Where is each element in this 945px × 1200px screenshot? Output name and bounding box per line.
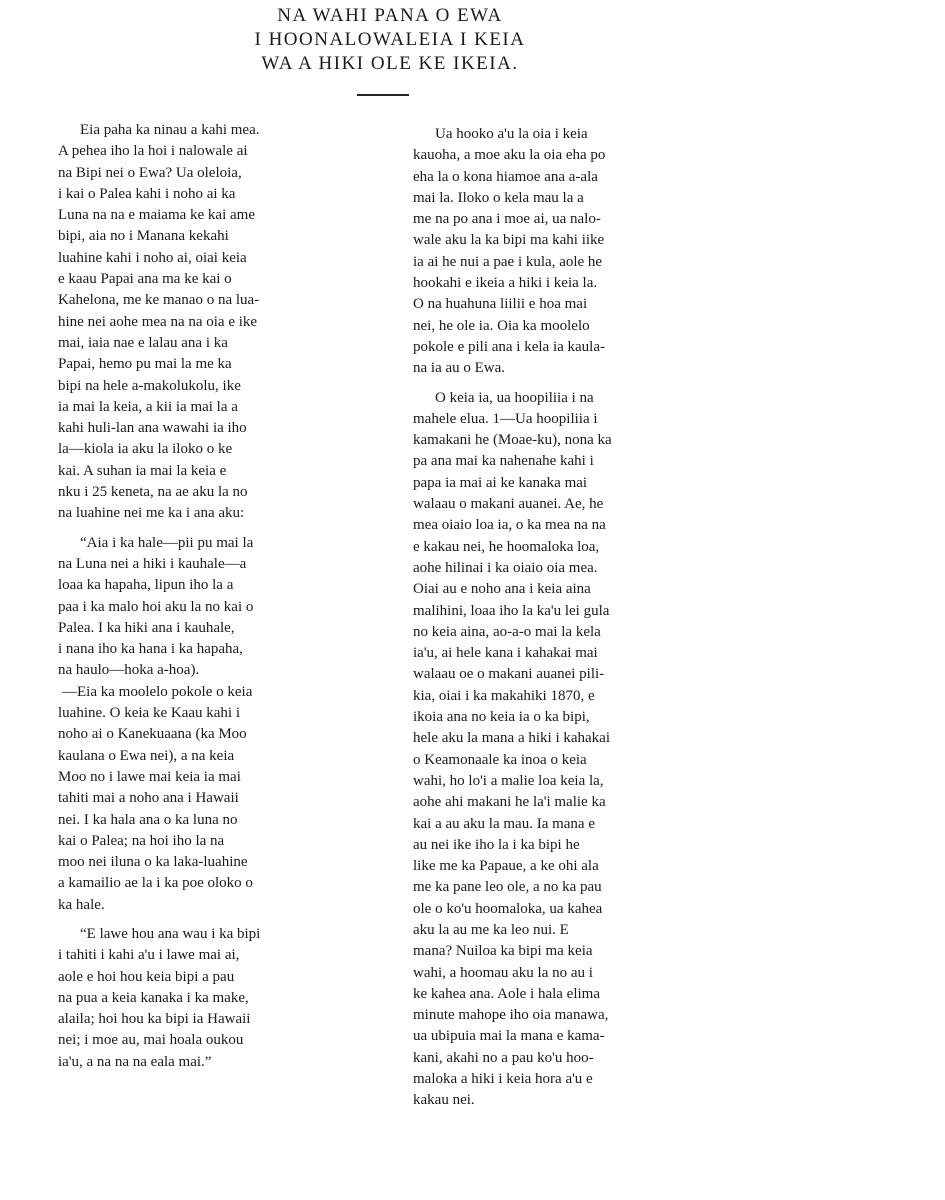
- title-line: NA WAHI PANA O EWA: [277, 5, 503, 26]
- text-line: mea oiaio loa ia, o ka mea na na: [413, 517, 606, 534]
- paragraph-gap: [413, 380, 703, 388]
- text-line: tahiti mai a noho ana i Hawaii: [58, 790, 239, 807]
- text-line: ka hale.: [58, 896, 105, 913]
- text-line: Eia paha ka ninau a kahi mea.: [80, 122, 260, 138]
- text-line: me na po ana i moe ai, ua nalo-: [413, 211, 601, 228]
- text-line: e kakau nei, he hoomaloka loa,: [413, 538, 600, 555]
- right-column: [413, 124, 703, 1112]
- text-line: ikoia ana no keia ia o ka bipi,: [413, 709, 590, 726]
- title-line: WA A HIKI OLE KE IKEIA.: [261, 53, 519, 74]
- text-line: na luahine nei me ka i ana aku:: [58, 505, 245, 522]
- text-line: nei; i moe au, mai hoala oukou: [58, 1032, 244, 1049]
- text-line: la—kiola ia aku la iloko o ke: [58, 441, 233, 458]
- text-line: Papai, hemo pu mai la me ka: [58, 356, 232, 373]
- text-line: a kamailio ae la i ka poe oloko o: [58, 875, 253, 892]
- text-line: moo nei iluna o ka laka-luahine: [58, 854, 248, 871]
- text-line: maloka a hiki i keia hora a'u e: [413, 1071, 593, 1088]
- text-line: i tahiti i kahi a'u i lawe mai ai,: [58, 947, 240, 964]
- text-line: na Luna nei a hiki i kauhale—a: [58, 555, 247, 572]
- text-line: kahi huli-lan ana wawahi ia iho: [58, 420, 247, 437]
- text-line: —Eia ka moolelo pokole o keia: [62, 683, 253, 700]
- text-line: kauoha, a moe aku la oia eha po: [413, 147, 606, 164]
- text-line: A pehea iho la hoi i nalowale ai: [58, 143, 248, 160]
- text-line: nku i 25 keneta, na ae aku la no: [58, 484, 248, 501]
- text-line: “Aia i ka hale—pii pu mai la: [80, 534, 254, 551]
- text-line: kamakani he (Moae-ku), nona ka: [413, 432, 612, 449]
- text-line: ia ai he nui a pae i kula, aole he: [413, 253, 603, 270]
- text-line: pa ana mai ka nahenahe kahi i: [413, 453, 594, 470]
- left-column: [58, 120, 358, 1073]
- text-line: hele aku la mana a hiki i kahakai: [413, 730, 610, 747]
- text-line: wale aku la ka bipi ma kahi iike: [413, 232, 605, 249]
- text-line: “E lawe hou ana wau i ka bipi: [80, 925, 261, 942]
- text-line: mai, iaia nae e lalau ana i ka: [58, 334, 228, 351]
- text-line: O na huahuna liilii e hoa mai: [413, 296, 588, 313]
- text-line: hookahi e ikeia a hiki i keia la.: [413, 275, 598, 292]
- text-line: loaa ka hapaha, lipun iho la a: [58, 577, 234, 594]
- text-line: Luna na na e maiama ke kai ame: [58, 207, 255, 224]
- text-line: minute mahope iho oia manawa,: [413, 1007, 609, 1024]
- text-line: i kai o Palea kahi i noho ai ka: [58, 185, 236, 202]
- text-line: aohe ahi makani he la'i malie ka: [413, 794, 606, 811]
- text-line: wahi, ho lo'i a malie loa keia la,: [413, 772, 604, 789]
- text-line: eha la o kona hiamoe ana a-ala: [413, 168, 598, 185]
- text-line: ole o ko'u hoomaloka, ua kahea: [413, 900, 603, 917]
- article-title: [0, 4, 780, 76]
- text-line: luahine kahi i noho ai, oiai keia: [58, 249, 247, 266]
- text-line: paa i ka malo hoi aku la no kai o: [58, 598, 254, 615]
- text-line: kakau nei.: [413, 1092, 475, 1109]
- text-line: ia mai la keia, a kii ia mai la a: [58, 398, 238, 415]
- title-line: I HOONALOWALEIA I KEIA: [254, 29, 526, 50]
- text-line: mana? Nuiloa ka bipi ma keia: [413, 943, 593, 960]
- text-line: na haulo—hoka a-hoa).: [58, 662, 200, 679]
- text-line: ia'u, a na na na eala mai.”: [58, 1053, 212, 1070]
- text-line: Oiai au e noho ana i keia aina: [413, 581, 591, 598]
- text-line: kani, akahi no a pau ko'u hoo-: [413, 1049, 594, 1066]
- text-line: O keia ia, ua hoopiliia i na: [435, 389, 594, 406]
- text-line: au nei ike iho la i ka bipi he: [413, 836, 580, 853]
- title-divider: [357, 94, 409, 96]
- text-line: pokole e pili ana i kela ia kaula-: [413, 338, 606, 355]
- text-line: ia'u, ai hele kana i kahakai mai: [413, 645, 598, 662]
- text-line: kai. A suhan ia mai la keia e: [58, 462, 227, 479]
- text-line: na ia au o Ewa.: [413, 360, 506, 377]
- text-line: hine nei aohe mea na na oia e ike: [58, 313, 258, 330]
- text-line: ke kahea ana. Aole i hala elima: [413, 985, 600, 1002]
- text-line: mahele elua. 1—Ua hoopiliia i: [413, 410, 598, 427]
- text-line: alaila; hoi hou ka bipi ia Hawaii: [58, 1011, 251, 1028]
- paragraph-gap: [58, 525, 358, 533]
- text-line: na pua a keia kanaka i ka make,: [58, 989, 249, 1006]
- text-line: bipi na hele a-makolukolu, ike: [58, 377, 241, 394]
- text-line: kai o Palea; na hoi iho la na: [58, 832, 225, 849]
- text-line: aohe hilinai i ka oiaio oia mea.: [413, 559, 598, 576]
- text-line: nei, he ole ia. Oia ka moolelo: [413, 317, 590, 334]
- text-line: Ua hooko a'u la oia i keia: [435, 126, 588, 142]
- text-line: Palea. I ka hiki ana i kauhale,: [58, 619, 235, 636]
- text-line: walaau o makani auanei. Ae, he: [413, 496, 604, 513]
- text-line: na Bipi nei o Ewa? Ua oleloia,: [58, 164, 242, 181]
- text-line: kaulana o Ewa nei), a na keia: [58, 747, 235, 764]
- text-line: bipi, aia no i Manana kekahi: [58, 228, 229, 245]
- text-line: like me ka Papaue, a ke ohi ala: [413, 858, 599, 875]
- paragraph-gap: [58, 916, 358, 924]
- text-line: o Keamonaale ka inoa o keia: [413, 751, 587, 768]
- text-line: Moo no i lawe mai keia ia mai: [58, 768, 241, 785]
- text-line: noho ai o Kanekuaana (ka Moo: [58, 726, 247, 743]
- text-line: aku la au me ka leo nui. E: [413, 921, 569, 938]
- text-line: me ka pane leo ole, a no ka pau: [413, 879, 602, 896]
- text-line: luahine. O keia ke Kaau kahi i: [58, 705, 241, 722]
- text-line: kai a au aku la mau. Ia mana e: [413, 815, 595, 832]
- text-line: kia, oiai i ka makahiki 1870, e: [413, 687, 595, 704]
- text-line: ua ubipuia mai la mana e kama-: [413, 1028, 605, 1045]
- text-line: no keia aina, ao-a-o mai la kela: [413, 623, 601, 640]
- text-line: aole e hoi hou keia bipi a pau: [58, 968, 235, 985]
- text-line: wahi, a hoomau aku la no au i: [413, 964, 593, 981]
- text-line: e kaau Papai ana ma ke kai o: [58, 271, 232, 288]
- text-line: i nana iho ka hana i ka hapaha,: [58, 641, 243, 658]
- text-line: Kahelona, me ke manao o na lua-: [58, 292, 260, 309]
- text-line: nei. I ka hala ana o ka luna no: [58, 811, 238, 828]
- text-line: malihini, loaa iho la ka'u lei gula: [413, 602, 610, 619]
- text-line: walaau oe o makani auanei pili-: [413, 666, 605, 683]
- text-line: papa ia mai ai ke kanaka mai: [413, 474, 588, 491]
- text-line: mai la. Iloko o kela mau la a: [413, 189, 584, 206]
